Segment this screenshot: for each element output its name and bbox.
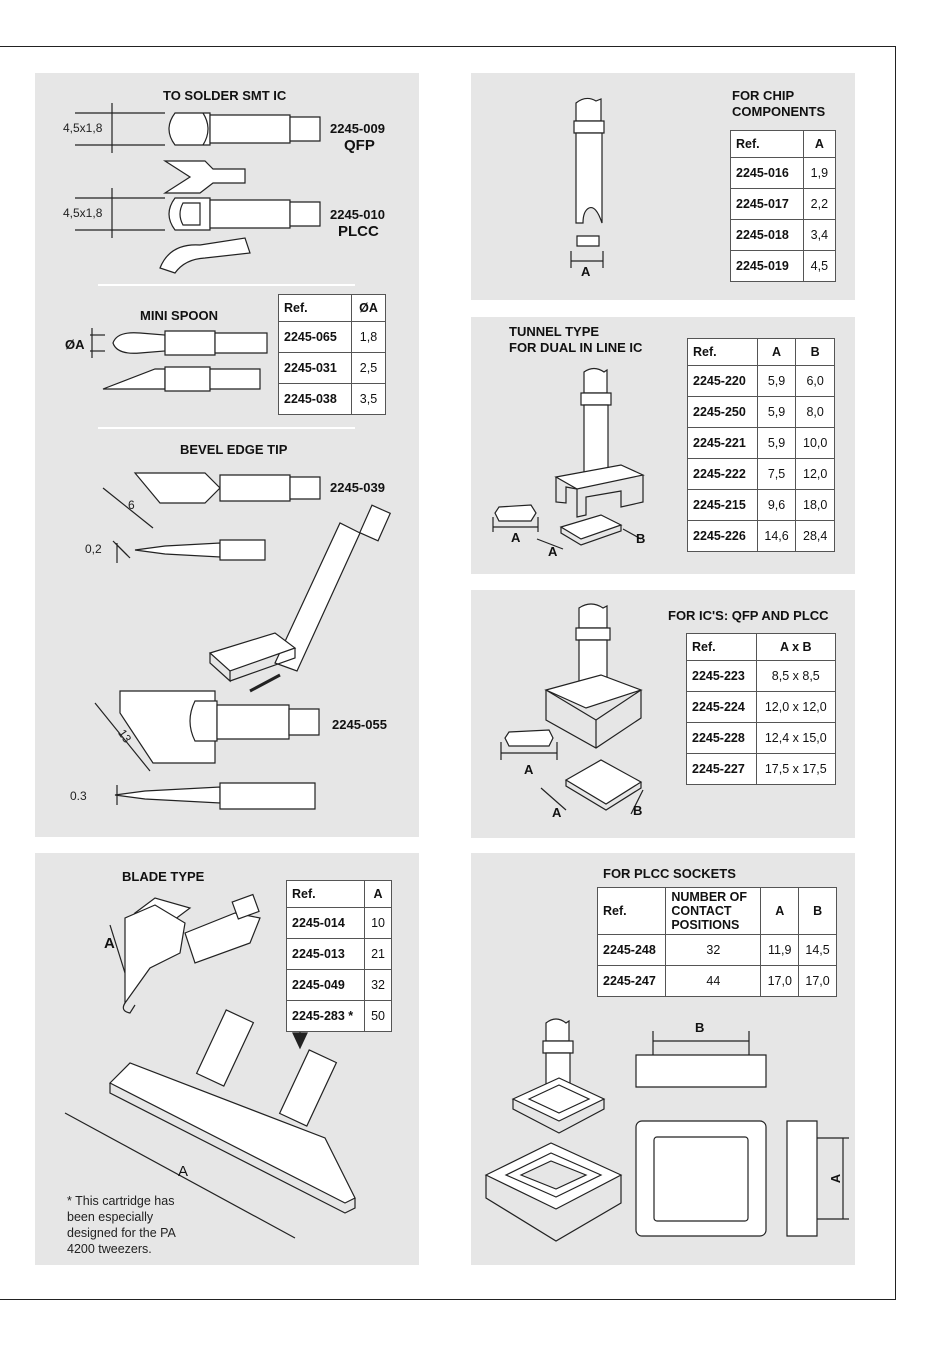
table-row: 2245-215 9,6 18,0	[688, 490, 835, 521]
tunnel-dim-a2: A	[548, 544, 558, 559]
qfp-plcc-title: FOR IC'S: QFP AND PLCC	[668, 608, 829, 623]
blade-header-ref: Ref.	[287, 881, 365, 908]
panel-tunnel	[471, 317, 855, 574]
blade-dim-a1: A	[104, 935, 115, 952]
chip-title-line2: COMPONENTS	[732, 104, 826, 119]
mini-spoon-dim: ØA	[65, 337, 85, 352]
plcc-sockets-header-positions: NUMBER OF CONTACT POSITIONS	[666, 888, 761, 935]
blade-dim-a2: A	[178, 1163, 189, 1180]
plcc-label: PLCC	[338, 223, 379, 240]
table-row: 2245-224 12,0 x 12,0	[687, 692, 836, 723]
table-row: 2245-227 17,5 x 17,5	[687, 754, 836, 785]
right-rule	[895, 46, 896, 1300]
chip-table	[730, 130, 836, 282]
qfp-plcc-header-axb: A x B	[756, 634, 835, 661]
table-row: 2245-220 5,9 6,0	[688, 366, 835, 397]
table-row: 2245-013 21	[287, 939, 392, 970]
bevel-ref2: 2245-055	[332, 717, 387, 732]
qfp-dim: 4,5x1,8	[63, 121, 103, 135]
qfp-plcc-dim-a2: A	[552, 805, 562, 820]
bevel-dim6: 6	[128, 498, 135, 512]
qfp-plcc-dim-a1: A	[524, 762, 534, 777]
blade-table	[286, 880, 392, 1032]
table-row: 2245-031 2,5	[279, 353, 386, 384]
smt-title: TO SOLDER SMT IC	[163, 88, 287, 103]
bevel-dim03: 0.3	[70, 789, 87, 803]
chip-header-ref: Ref.	[731, 131, 804, 158]
plcc-dim: 4,5x1,8	[63, 206, 103, 220]
top-rule	[0, 46, 896, 47]
table-row: 2245-248 32 11,9 14,5	[598, 935, 837, 966]
tunnel-dim-b: B	[636, 531, 646, 546]
table-row: 2245-017 2,2	[731, 189, 836, 220]
table-row: 2245-250 5,9 8,0	[688, 397, 835, 428]
tunnel-header-b: B	[796, 339, 835, 366]
plcc-sockets-header-a: A	[761, 888, 799, 935]
table-row: 2245-018 3,4	[731, 220, 836, 251]
tunnel-header-ref: Ref.	[688, 339, 758, 366]
blade-note: * This cartridge has been especially designed for the PA 4200 tweezers.	[67, 1194, 176, 1256]
mini-spoon-table	[278, 294, 386, 415]
table-row: 2245-014 10	[287, 908, 392, 939]
table-row: 2245-065 1,8	[279, 322, 386, 353]
bevel-title: BEVEL EDGE TIP	[180, 442, 288, 457]
qfp-label: QFP	[344, 137, 375, 154]
qfp-plcc-table	[686, 633, 836, 785]
chip-dim: A	[581, 264, 591, 279]
plcc-sockets-dim-a: A	[828, 1173, 844, 1184]
panel-qfp-plcc	[471, 590, 855, 838]
mini-spoon-header-ref: Ref.	[279, 295, 352, 322]
tunnel-title-line2: FOR DUAL IN LINE IC	[509, 340, 643, 355]
table-row: 2245-019 4,5	[731, 251, 836, 282]
panel-smt	[35, 73, 419, 837]
plcc-sockets-header-ref: Ref.	[598, 888, 666, 935]
plcc-sockets-title: FOR PLCC SOCKETS	[603, 866, 736, 881]
table-row: 2245-221 5,9 10,0	[688, 428, 835, 459]
bevel-dim13: 13	[115, 726, 135, 746]
table-row: 2245-283 * 50	[287, 1001, 392, 1032]
qfp-plcc-header-ref: Ref.	[687, 634, 757, 661]
panel-plcc-sockets	[471, 853, 855, 1265]
table-row: 2245-247 44 17,0 17,0	[598, 966, 837, 997]
table-row: 2245-228 12,4 x 15,0	[687, 723, 836, 754]
plcc-sockets-dim-b: B	[695, 1020, 705, 1035]
plcc-sockets-drawing	[471, 853, 855, 1265]
chip-header-a: A	[803, 131, 835, 158]
chip-title-line1: FOR CHIP	[732, 88, 795, 103]
blade-title: BLADE TYPE	[122, 869, 205, 884]
tunnel-title-line1: TUNNEL TYPE	[509, 324, 600, 339]
table-row: 2245-223 8,5 x 8,5	[687, 661, 836, 692]
table-row: 2245-222 7,5 12,0	[688, 459, 835, 490]
tunnel-header-a: A	[757, 339, 796, 366]
bevel-dim02: 0,2	[85, 542, 102, 556]
panel-blade	[35, 853, 419, 1265]
panel-chip	[471, 73, 855, 300]
mini-spoon-title: MINI SPOON	[140, 308, 219, 323]
table-row: 2245-016 1,9	[731, 158, 836, 189]
table-row: 2245-038 3,5	[279, 384, 386, 415]
qfp-ref: 2245-009	[330, 121, 385, 136]
qfp-plcc-dim-b: B	[633, 803, 643, 818]
bevel-ref1: 2245-039	[330, 480, 385, 495]
blade-header-a: A	[365, 881, 392, 908]
table-row: 2245-049 32	[287, 970, 392, 1001]
table-row: 2245-226 14,6 28,4	[688, 521, 835, 552]
mini-spoon-header-a: ØA	[351, 295, 385, 322]
bottom-rule	[0, 1299, 896, 1300]
plcc-sockets-header-b: B	[799, 888, 837, 935]
tunnel-dim-a1: A	[511, 530, 521, 545]
plcc-ref: 2245-010	[330, 207, 385, 222]
tunnel-table	[687, 338, 835, 552]
